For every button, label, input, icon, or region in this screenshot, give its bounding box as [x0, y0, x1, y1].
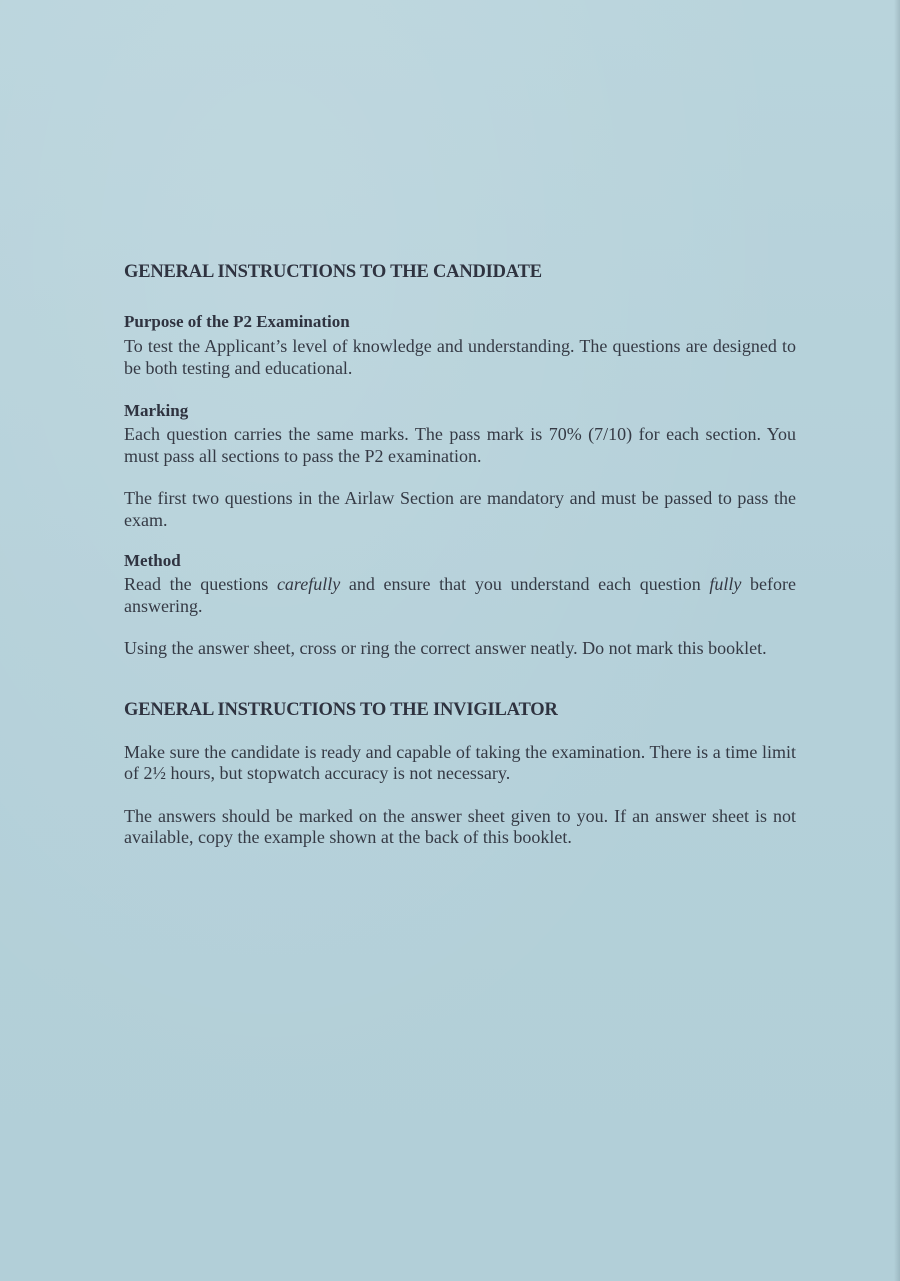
- method-text-1-end: before answering.: [124, 574, 796, 616]
- method-emphasis-fully: fully: [709, 574, 742, 594]
- method-text-2: Using the answer sheet, cross or ring the correct answer neatly. Do not mark this booklet.: [124, 638, 767, 658]
- method-emphasis-carefully: carefully: [276, 574, 341, 594]
- method-text-1-middle: and ensure that you understand each question: [340, 574, 710, 594]
- invigilator-text-2: The answers should be marked on the answer sheet given to you. If an answer sheet is not available, copy the example shown at the back of this booklet.: [124, 805, 796, 847]
- purpose-text: To test the Applicant’s level of knowledge and understanding. The questions are designed to be both testing and educational.: [124, 336, 796, 378]
- method-text-1: [124, 574, 796, 617]
- method-text-1-start: Read the questions: [124, 574, 277, 594]
- instructions-content: [124, 262, 796, 849]
- marking-title: Marking: [124, 401, 189, 420]
- method-title: Method: [124, 551, 181, 570]
- marking-text-2: The first two questions in the Airlaw Section are mandatory and must be passed to pass the exam.: [124, 488, 796, 530]
- invigilator-instructions-heading: GENERAL INSTRUCTIONS TO THE INVIGILATOR: [124, 699, 558, 720]
- marking-text-1: Each question carries the same marks. The pass mark is 70% (7/10) for each section. You must pass all sections to pass the P2 examination.: [124, 424, 796, 466]
- purpose-title: Purpose of the P2 Examination: [124, 312, 350, 331]
- candidate-instructions-heading: GENERAL INSTRUCTIONS TO THE CANDIDATE: [124, 262, 542, 282]
- invigilator-text-1: Make sure the candidate is ready and capable of taking the examination. There is a time limit of 2½ hours, but stopwatch accuracy is not necessary.: [124, 741, 796, 783]
